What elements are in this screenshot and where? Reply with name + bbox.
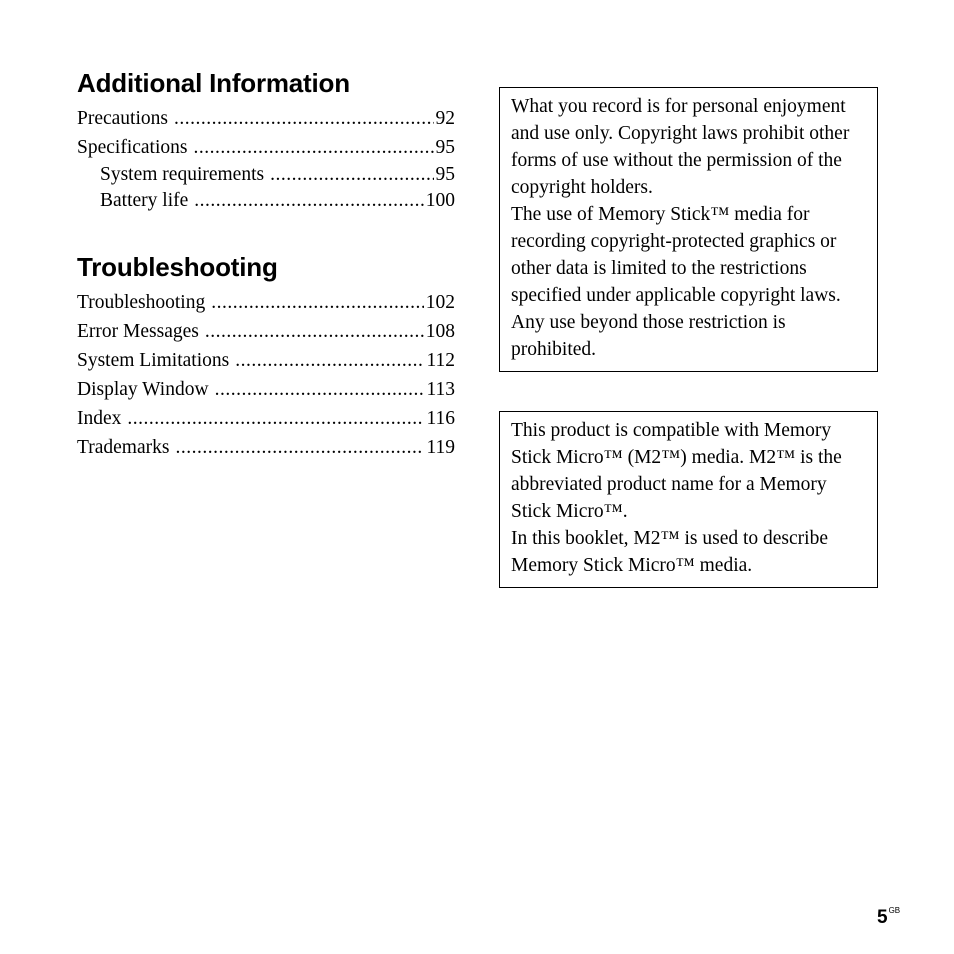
toc-list bbox=[77, 288, 455, 462]
notice-paragraph: What you record is for personal enjoyment and use only. Copyright laws prohibit other forms of use without the permission of the copyright holders. bbox=[511, 96, 850, 198]
toc-entry-display-window[interactable] bbox=[77, 375, 455, 404]
compatibility-notice-box bbox=[499, 411, 878, 588]
toc-entry-page: 108 bbox=[425, 321, 455, 342]
dot-leader bbox=[127, 404, 424, 433]
notice-paragraph: The use of Memory Stick™ media for recording copyright-protected graphics or other data is limited to the restrictions specified under applicable copyright laws. Any use beyond those restriction is prohibited. bbox=[511, 204, 841, 360]
dot-leader bbox=[235, 346, 424, 375]
toc-entry-page: 112 bbox=[426, 350, 455, 371]
toc-entry-specifications[interactable] bbox=[77, 133, 455, 162]
toc-entry-page: 95 bbox=[435, 137, 455, 158]
dot-leader bbox=[211, 288, 424, 317]
toc-entry-label: Trademarks bbox=[77, 437, 170, 458]
copyright-notice-box bbox=[499, 87, 878, 372]
toc-list bbox=[77, 104, 455, 213]
toc-entry-label: Precautions bbox=[77, 108, 168, 129]
toc-entry-page: 116 bbox=[426, 408, 455, 429]
toc-entry-label: Battery life bbox=[100, 189, 189, 211]
toc-entry-label: System Limitations bbox=[77, 350, 230, 371]
notice-paragraph: This product is compatible with Memory Stick Micro™ (M2™) media. M2™ is the abbreviated product name for a Memory Stick Micro™. bbox=[511, 420, 842, 522]
toc-entry-error-messages[interactable] bbox=[77, 317, 455, 346]
toc-entry-label: Troubleshooting bbox=[77, 292, 206, 313]
toc-entry-system-limitations[interactable] bbox=[77, 346, 455, 375]
toc-entry-label: Error Messages bbox=[77, 321, 199, 342]
toc-entry-system-requirements[interactable] bbox=[77, 162, 455, 188]
toc-section-additional-information bbox=[77, 66, 455, 213]
dot-leader bbox=[174, 104, 434, 133]
section-title: Troubleshooting bbox=[77, 252, 278, 282]
dot-leader bbox=[194, 188, 423, 214]
toc-entry-page: 100 bbox=[425, 189, 455, 211]
notice-paragraph: In this booklet, M2™ is used to describe Memory Stick Micro™ media. bbox=[511, 528, 828, 576]
dot-leader bbox=[193, 133, 433, 162]
dot-leader bbox=[175, 433, 424, 462]
toc-section-troubleshooting bbox=[77, 250, 455, 462]
page-number-value: 5 bbox=[877, 907, 888, 928]
toc-entry-label: Display Window bbox=[77, 379, 209, 400]
table-of-contents bbox=[77, 66, 455, 462]
section-title: Additional Information bbox=[77, 68, 350, 98]
toc-entry-page: 102 bbox=[425, 292, 455, 313]
toc-entry-label: Index bbox=[77, 408, 122, 429]
dot-leader bbox=[205, 317, 424, 346]
toc-entry-page: 95 bbox=[435, 164, 455, 185]
page-number-suffix: GB bbox=[888, 906, 901, 915]
toc-entry-trademarks[interactable] bbox=[77, 433, 455, 462]
toc-entry-page: 119 bbox=[426, 437, 455, 458]
toc-entry-battery-life[interactable] bbox=[77, 188, 455, 214]
toc-entry-page: 92 bbox=[435, 108, 455, 129]
dot-leader bbox=[215, 375, 425, 404]
toc-entry-precautions[interactable] bbox=[77, 104, 455, 133]
toc-entry-page: 113 bbox=[426, 379, 455, 400]
page-number bbox=[877, 906, 900, 929]
toc-entry-label: Specifications bbox=[77, 137, 188, 158]
toc-entry-troubleshooting[interactable] bbox=[77, 288, 455, 317]
toc-entry-index[interactable] bbox=[77, 404, 455, 433]
dot-leader bbox=[270, 162, 433, 188]
toc-entry-label: System requirements bbox=[100, 164, 265, 185]
